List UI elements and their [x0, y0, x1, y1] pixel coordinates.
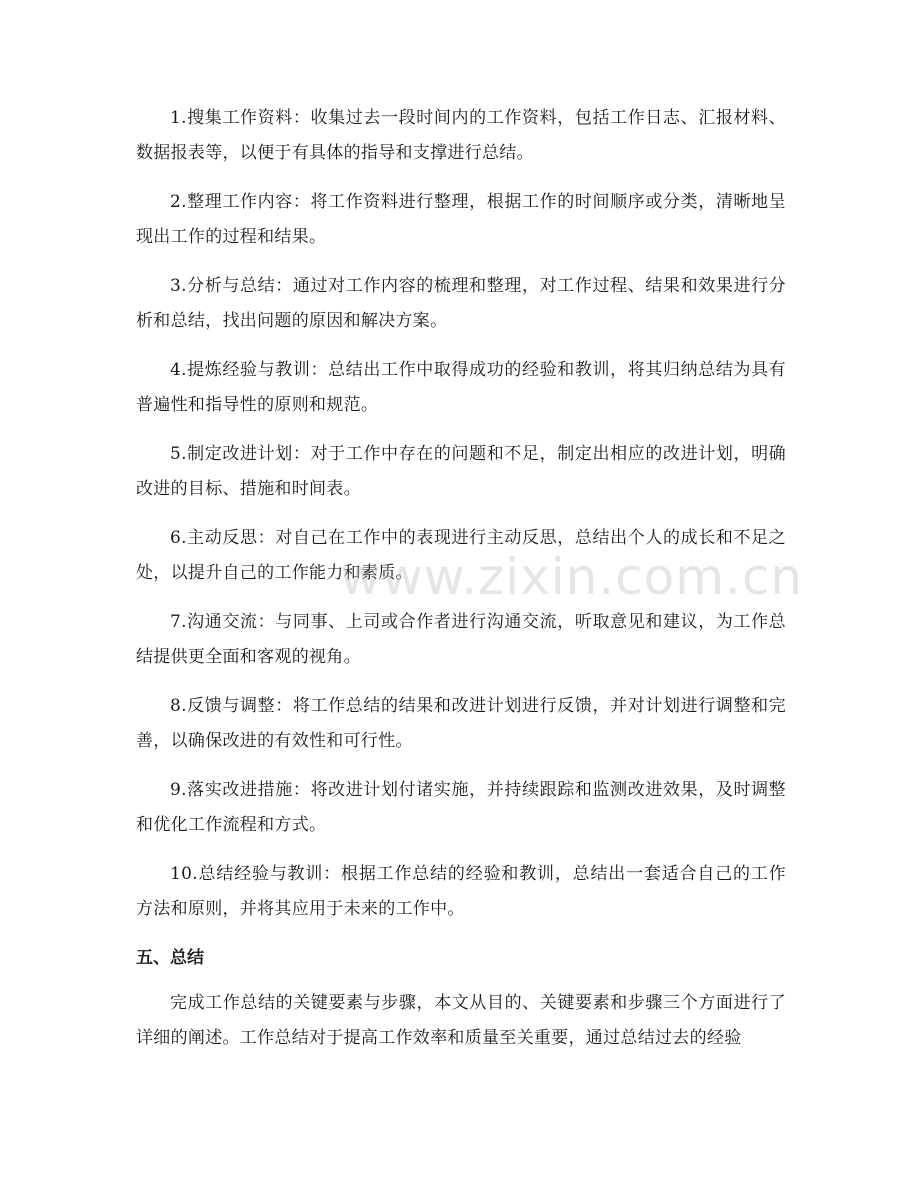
step-paragraph-4: 4.提炼经验与教训：总结出工作中取得成功的经验和教训，将其归纳总结为具有普遍性和指导性的原则和规范。: [136, 360, 786, 415]
document-body: [136, 101, 786, 1056]
step-paragraph-9: 9.落实改进措施：将改进计划付诸实施，并持续跟踪和监测改进效果，及时调整和优化工作流程和方式。: [136, 780, 786, 835]
step-paragraph-5: 5.制定改进计划：对于工作中存在的问题和不足，制定出相应的改进计划，明确改进的目标、措施和时间表。: [136, 444, 786, 499]
watermark: www.zixin.com.cn: [340, 548, 804, 606]
step-paragraph-8: 8.反馈与调整：将工作总结的结果和改进计划进行反馈，并对计划进行调整和完善，以确保改进的有效性和可行性。: [136, 696, 786, 751]
step-paragraph-6: 6.主动反思：对自己在工作中的表现进行主动反思，总结出个人的成长和不足之处，以提升自己的工作能力和素质。: [136, 528, 786, 583]
step-paragraph-7: 7.沟通交流：与同事、上司或合作者进行沟通交流，听取意见和建议，为工作总结提供更全面和客观的视角。: [136, 612, 786, 667]
step-paragraph-1: 1.搜集工作资料：收集过去一段时间内的工作资料，包括工作日志、汇报材料、数据报表等，以便于有具体的指导和支撑进行总结。: [136, 108, 786, 163]
summary-paragraph: 完成工作总结的关键要素与步骤，本文从目的、关键要素和步骤三个方面进行了详细的阐述。工作总结对于提高工作效率和质量至关重要，通过总结过去的经验: [136, 993, 786, 1048]
step-paragraph-2: 2.整理工作内容：将工作资料进行整理，根据工作的时间顺序或分类，清晰地呈现出工作的过程和结果。: [136, 192, 786, 247]
section-heading: 五、总结: [136, 948, 204, 968]
step-paragraph-10: 10.总结经验与教训：根据工作总结的经验和教训，总结出一套适合自己的工作方法和原则，并将其应用于未来的工作中。: [136, 864, 786, 919]
step-paragraph-3: 3.分析与总结：通过对工作内容的梳理和整理，对工作过程、结果和效果进行分析和总结，找出问题的原因和解决方案。: [136, 276, 786, 331]
